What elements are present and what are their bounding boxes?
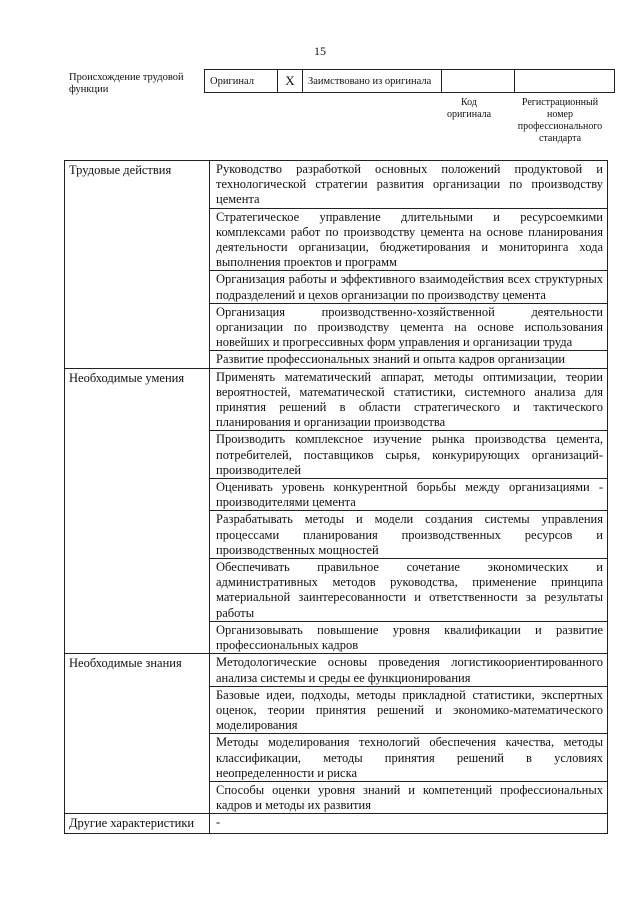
origin-label: Происхождение трудовой функции — [69, 72, 184, 95]
section-label: Необходимые знания — [65, 654, 210, 814]
labor-function-table-body — [65, 161, 608, 834]
original-label: Оригинал — [205, 70, 278, 93]
section-items — [210, 814, 608, 834]
borrowed-label: Заимствовано из оригинала — [303, 70, 442, 93]
section-item: Организовывать повышение уровня квалификации и развитие профессиональных кадров — [216, 622, 603, 653]
section-item: Обеспечивать правильное сочетание экономических и административных методов руководства, применение принципа материальной заинтересованности и ответственности за результаты работы — [210, 559, 607, 622]
section-item: Разрабатывать методы и модели создания системы управления процессами планирования производственных ресурсов и производственных мощностей — [210, 511, 607, 559]
section-items — [210, 368, 608, 654]
section-item: Применять математический аппарат, методы оптимизации, теории вероятностей, математической статистики, системного анализа для принятия решений в области стратегического и тактического планирования и организации производства — [210, 369, 607, 432]
section-item: Стратегическое управление длительными и ресурсоемкими комплексами работ по производству цемента на основе планирования деятельности организации, бюджетирования и мониторинга хода выполнения проектов и программ — [210, 209, 607, 272]
section-item: Развитие профессиональных знаний и опыта кадров организации — [216, 352, 566, 367]
origin-table — [204, 69, 615, 93]
section-row-labor-actions — [65, 161, 608, 369]
page-number: 15 — [314, 44, 326, 58]
section-item: Базовые идеи, подходы, методы прикладной статистики, экспертных оценок, теории принятия решений и экономико-математического моделирования — [210, 687, 607, 735]
regnum-cell — [515, 70, 615, 93]
section-item: Организация производственно-хозяйственной деятельности организации по производству цемента на основе использования новейших и прогрессивных форм управления и организации труда — [210, 304, 607, 352]
original-mark: X — [278, 70, 303, 93]
section-items — [210, 654, 608, 814]
labor-function-table — [64, 160, 608, 834]
regnum-caption: Регистрационный номер профессионального стандарта — [517, 97, 603, 144]
section-item: Оценивать уровень конкурентной борьбы между организациями - производителями цемента — [210, 479, 607, 511]
section-item: Методы моделирования технологий обеспечения качества, методы классификации, методы принятия решений в условиях неопределенности и риска — [210, 734, 607, 782]
section-row-required-skills — [65, 368, 608, 654]
section-items — [210, 161, 608, 369]
section-row-required-knowledge — [65, 654, 608, 814]
section-item: - — [216, 815, 221, 830]
section-row-other-characteristics — [65, 814, 608, 834]
section-label: Трудовые действия — [65, 161, 210, 369]
section-item: Руководство разработкой основных положений продуктовой и технологической стратегии развития организации по производству цемента — [210, 161, 607, 209]
section-item: Способы оценки уровня знаний и компетенций профессиональных кадров и методы их развития — [216, 782, 603, 813]
section-label: Другие характеристики — [65, 814, 210, 834]
code-caption: Код оригинала — [446, 97, 492, 120]
section-label: Необходимые умения — [65, 368, 210, 654]
section-item: Организация работы и эффективного взаимодействия всех структурных подразделений и цехов организации по производству цемента — [210, 271, 607, 303]
code-cell — [442, 70, 515, 93]
section-item: Производить комплексное изучение рынка производства цемента, потребителей, поставщиков сырья, конкурирующих организаций-производителей — [210, 431, 607, 479]
section-item: Методологические основы проведения логистикоориентированного анализа системы и среды ее функционирования — [210, 654, 607, 686]
